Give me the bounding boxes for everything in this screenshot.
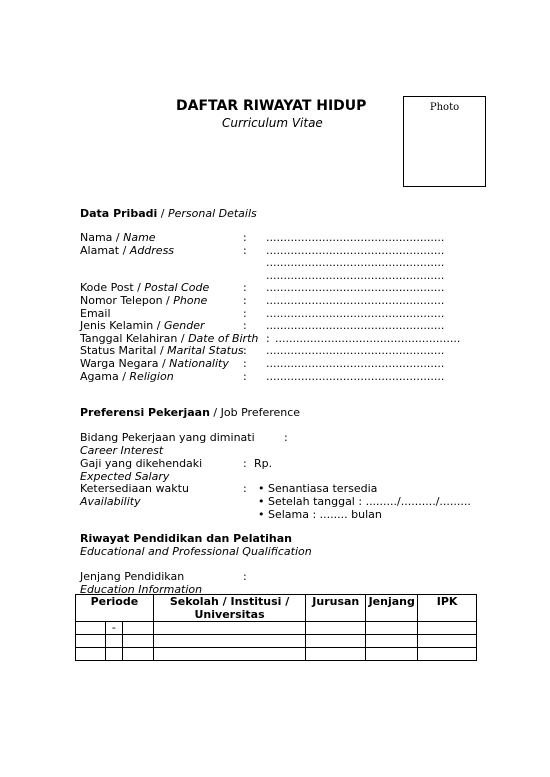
expected-salary-colon: :: [243, 457, 247, 470]
table-cell[interactable]: [122, 635, 153, 648]
field-label-id: Email: [80, 307, 111, 320]
field-label-id: Agama /: [80, 370, 130, 383]
job-heading-en: Job Preference: [220, 406, 301, 419]
field-value[interactable]: ...................................................: [266, 344, 445, 357]
table-cell[interactable]: [418, 648, 477, 661]
field-value[interactable]: ...................................................: [266, 307, 445, 320]
field-label-en: Phone: [173, 294, 208, 307]
job-heading-id: Preferensi Pekerjaan: [80, 406, 210, 419]
field-label-en: Date of Birth: [188, 332, 259, 345]
table-cell[interactable]: [122, 622, 153, 635]
education-level-label: Jenjang Pendidikan: [80, 570, 185, 583]
field-colon: :: [243, 370, 247, 383]
field-value[interactable]: ...................................................: [266, 256, 445, 269]
period-separator: -: [105, 622, 122, 635]
field-value[interactable]: ...................................................: [266, 269, 445, 282]
table-cell[interactable]: [122, 648, 153, 661]
availability-option[interactable]: • Senantiasa tersedia: [258, 482, 378, 495]
table-cell[interactable]: [153, 635, 306, 648]
expected-salary-value[interactable]: Rp.: [254, 457, 273, 470]
field-label-en: Address: [129, 244, 175, 257]
expected-salary-label-en: Expected Salary: [80, 470, 170, 483]
field-label: [80, 344, 244, 357]
expected-salary-label: Gaji yang dikehendaki: [80, 457, 203, 470]
field-value[interactable]: ...................................................: [266, 370, 445, 383]
field-value[interactable]: .....................................................: [275, 332, 461, 345]
career-interest-label-en: Career Interest: [80, 444, 164, 457]
education-level-colon: :: [243, 570, 247, 583]
field-label: [80, 294, 207, 307]
table-cell[interactable]: [76, 622, 106, 635]
education-heading: Riwayat Pendidikan dan Pelatihan: [80, 532, 292, 545]
availability-label: Ketersediaan waktu: [80, 482, 189, 495]
job-preference-heading: Preferensi Pekerjaan / Job Preference: [80, 406, 301, 419]
education-level-label-en: Education Information: [80, 583, 203, 596]
field-label: [80, 357, 229, 370]
table-row: [76, 622, 477, 635]
personal-heading-id: Data Pribadi: [80, 207, 158, 220]
availability-colon: :: [243, 482, 247, 495]
field-colon: :: [243, 244, 247, 257]
field-colon: :: [243, 294, 247, 307]
field-colon: :: [243, 231, 247, 244]
field-label-id: Status Marital /: [80, 344, 168, 357]
career-interest-label: Bidang Pekerjaan yang diminati: [80, 431, 255, 444]
table-cell[interactable]: [76, 635, 106, 648]
field-label-en: Gender: [163, 319, 205, 332]
field-label-id: Alamat /: [80, 244, 130, 257]
field-label: [80, 281, 209, 294]
field-value[interactable]: ...................................................: [266, 319, 445, 332]
field-label-en: Marital Status: [167, 344, 244, 357]
column-header-level: Jenjang: [366, 595, 418, 622]
column-header-gpa: IPK: [418, 595, 477, 622]
table-row: [76, 648, 477, 661]
field-colon: :: [243, 357, 247, 370]
field-value[interactable]: ...................................................: [266, 231, 445, 244]
field-value[interactable]: ...................................................: [266, 244, 445, 257]
table-cell[interactable]: [366, 635, 418, 648]
table-cell[interactable]: [306, 635, 366, 648]
field-label-en: Postal Code: [144, 281, 210, 294]
field-colon: :: [243, 307, 247, 320]
photo-box[interactable]: [403, 96, 486, 187]
availability-option[interactable]: • Setelah tanggal : ........./........../.........: [258, 495, 471, 508]
document-subtitle: Curriculum Vitae: [222, 116, 323, 130]
field-label-en: Religion: [129, 370, 174, 383]
personal-heading-en: Personal Details: [167, 207, 257, 220]
field-value[interactable]: ...................................................: [266, 357, 445, 370]
field-label-id: Nomor Telepon /: [80, 294, 174, 307]
field-value[interactable]: ...................................................: [266, 294, 445, 307]
table-cell[interactable]: [306, 622, 366, 635]
field-label-id: Kode Post /: [80, 281, 145, 294]
field-colon: :: [243, 281, 247, 294]
table-cell[interactable]: [105, 648, 122, 661]
field-label: [80, 231, 156, 244]
photo-label: Photo: [429, 102, 460, 113]
career-interest-colon: :: [284, 431, 288, 444]
table-cell[interactable]: [105, 635, 122, 648]
availability-option[interactable]: • Selama : ........ bulan: [258, 508, 382, 521]
field-label: [80, 319, 205, 332]
field-label-id: Tanggal Kelahiran /: [80, 332, 189, 345]
table-cell[interactable]: [366, 622, 418, 635]
table-cell[interactable]: [366, 648, 418, 661]
field-label-id: Nama /: [80, 231, 124, 244]
field-colon: :: [243, 344, 247, 357]
personal-details-heading: Data Pribadi / Personal Details: [80, 207, 257, 220]
field-label-id: Jenis Kelamin /: [80, 319, 164, 332]
table-cell[interactable]: [418, 635, 477, 648]
table-header-row: [76, 595, 477, 622]
field-value[interactable]: ...................................................: [266, 281, 445, 294]
table-cell[interactable]: [418, 622, 477, 635]
table-row: [76, 635, 477, 648]
field-label: [80, 244, 174, 257]
availability-label-en: Availability: [80, 495, 141, 508]
table-cell[interactable]: [76, 648, 106, 661]
column-header-period: Periode: [76, 595, 154, 622]
field-label: [80, 370, 174, 383]
column-header-major: Jurusan: [306, 595, 366, 622]
field-label-en: Name: [123, 231, 156, 244]
table-cell[interactable]: [153, 622, 306, 635]
field-colon: :: [243, 319, 247, 332]
education-heading-en: Educational and Professional Qualification: [80, 545, 312, 558]
field-label-en: Nationality: [169, 357, 229, 370]
education-table: [75, 594, 477, 661]
table-cell[interactable]: [306, 648, 366, 661]
table-cell[interactable]: [153, 648, 306, 661]
column-header-school: Sekolah / Institusi / Universitas: [153, 595, 306, 622]
field-colon: :: [266, 332, 270, 345]
field-label-id: Warga Negara /: [80, 357, 170, 370]
document-title: DAFTAR RIWAYAT HIDUP: [176, 98, 367, 114]
